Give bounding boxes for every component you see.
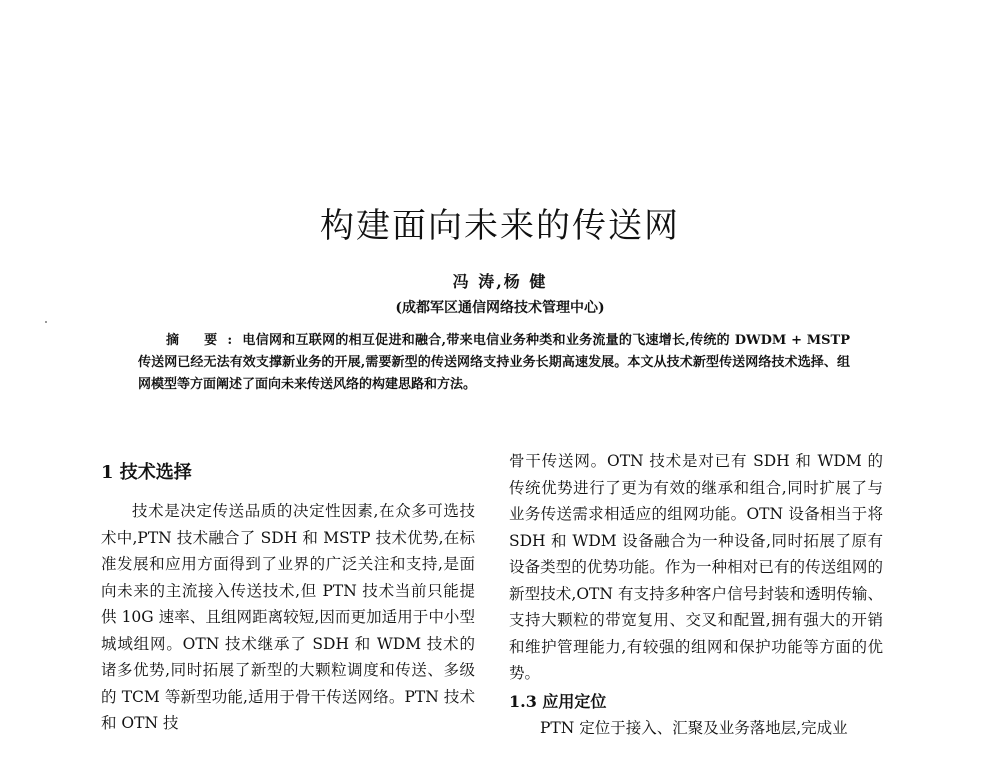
abstract-label: 摘 要: bbox=[166, 333, 243, 348]
subsection-heading: 1.3 应用定位 bbox=[509, 691, 607, 711]
right-column bbox=[509, 448, 883, 741]
affiliation: (成都军区通信网络技术管理中心) bbox=[395, 300, 605, 316]
abstract-text: 电信网和互联网的相互促进和融合,带来电信业务种类和业务流量的飞速增长,传统的 DWDM + MSTP 传送网已经无法有效支撑新业务的开展,需要新型的传送网络支持业务长期高速发展。本文从技术新型传送网络技术选择、组网模型等方面阐述了面向未来传送风络的构建思路和方法。 bbox=[138, 333, 850, 392]
scan-speck bbox=[45, 321, 47, 323]
left-column bbox=[101, 448, 475, 737]
authors: 冯 涛,杨 健 bbox=[452, 272, 548, 291]
section-paragraph: 技术是决定传送品质的决定性因素,在众多可选技术中,PTN 技术融合了 SDH 和 MSTP 技术优势,在标准发展和应用方面得到了业界的广泛关注和支持,是面向未来的主流接入传送技术,但 PTN 技术当前只能提供 10G 速率、且组网距离较短,因而更加适用于中小型城域组网。OTN 技术继承了 SDH 和 WDM 技术的诸多优势,同时拓展了新型的大颗粒调度和传送、多级的 TCM 等新型功能,适用于骨干传送网络。PTN 技术和 OTN 技 bbox=[101, 502, 475, 732]
continued-paragraph: 骨干传送网。OTN 技术是对已有 SDH 和 WDM 的传统优势进行了更为有效的继承和组合,同时扩展了与业务传送需求相适应的组网功能。OTN 设备相当于将 SDH 和 WDM 设备融合为一种设备,同时拓展了原有设备类型的优势功能。作为一种相对已有的传送组网的新型技术,OTN 有支持多种客户信号封装和透明传输、支持大颗粒的带宽复用、交叉和配置,拥有强大的开销和维护管理能力,有较强的组网和保护功能等方面的优势。 bbox=[509, 452, 883, 682]
paper-title: 构建面向未来的传送网 bbox=[320, 206, 680, 246]
section-heading: 1 技术选择 bbox=[101, 462, 192, 483]
subsection-paragraph: PTN 定位于接入、汇聚及业务落地层,完成业 bbox=[540, 718, 848, 737]
abstract bbox=[138, 330, 850, 396]
